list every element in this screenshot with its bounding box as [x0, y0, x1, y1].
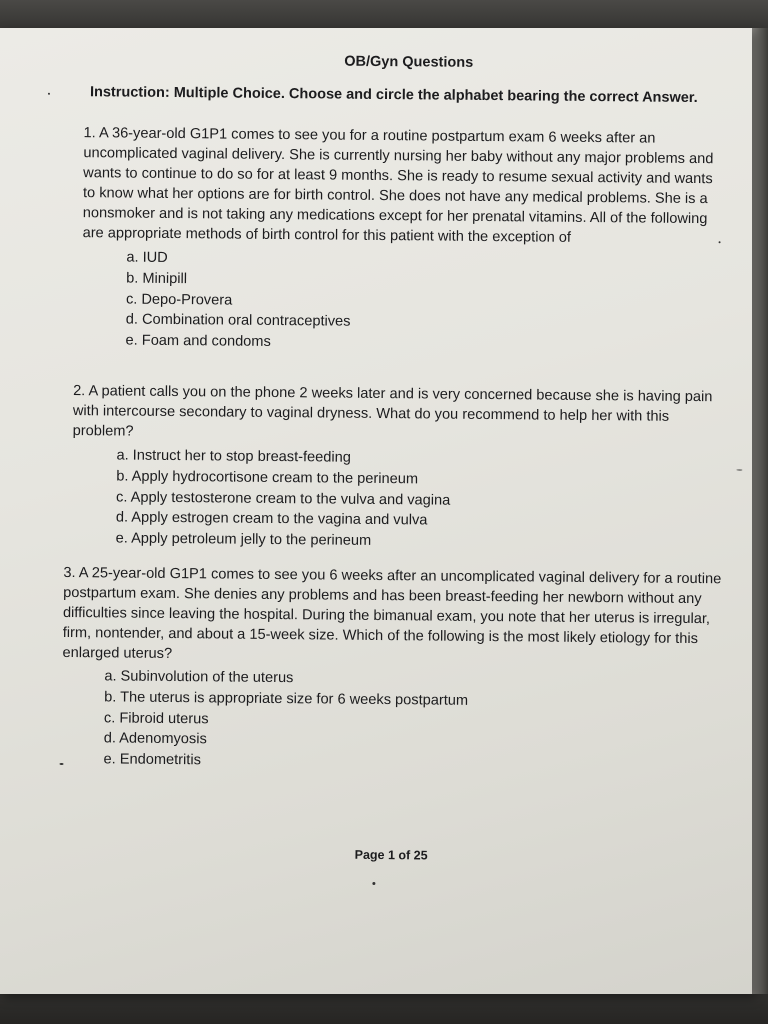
ink-speck — [719, 241, 721, 243]
paper-sheet — [0, 28, 752, 994]
question-1-stem: 1. A 36-year-old G1P1 comes to see you for a routine postpartum exam 6 weeks after an uncomplicated vaginal delivery. She is currently nursing her baby without any major problems and wants to continue to do so for at least 9 months. She is ready to resume sexual activity and wants to know what her options are for birth control. She does not have any medical problems. She is a nonsmoker and is not taking any medications except for her prenatal vitamins. All of the following are appropriate methods of birth control for this patient with the exception of — [82, 125, 714, 246]
question-2-options — [116, 445, 733, 555]
question-2 — [72, 381, 734, 555]
question-3-stem: 3. A 25-year-old G1P1 comes to see you 6 weeks after an uncomplicated vaginal delivery for a routine postpartum exam. She denies any problems and has been breast-feeding her newborn without any difficulties since leaving the hospital. During the bimanual exam, you note that her uterus is irregular, firm, nontender, and about a 15-week size. Which of the following is the most likely etiology for this enlarged uterus? — [62, 564, 722, 663]
option-b: b. Apply hydrocortisone cream to the perineum — [116, 468, 419, 488]
option-c: c. Fibroid uterus — [103, 709, 209, 727]
question-3 — [61, 563, 739, 776]
ink-speck — [372, 882, 375, 885]
page-number: Page 1 of 25 — [354, 847, 428, 863]
option-d: d. Combination oral contraceptives — [125, 311, 351, 331]
option-a: a. Subinvolution of the uterus — [104, 668, 294, 687]
question-3-options — [103, 666, 738, 776]
option-a: a. Instruct her to stop breast-feeding — [116, 447, 352, 466]
instruction-text: Instruction: Multiple Choice. Choose and circle the alphabet bearing the correct Answer. — [89, 84, 698, 107]
option-d: d. Apply estrogen cream to the vagina and vulva — [115, 509, 428, 529]
ink-speck — [48, 93, 50, 95]
option-e: e. Endometritis — [103, 751, 201, 769]
option-a: a. IUD — [126, 249, 168, 266]
option-c: c. Apply testosterone cream to the vulva and vagina — [116, 489, 451, 509]
page-title: OB/Gyn Questions — [344, 53, 474, 71]
question-2-stem: 2. A patient calls you on the phone 2 weeks later and is very concerned because she is having pain with intercourse secondary to vaginal dryness. What do you recommend to help her with this problem? — [72, 383, 713, 440]
question-1 — [81, 123, 719, 357]
option-e: e. Foam and condoms — [125, 332, 271, 351]
option-e: e. Apply petroleum jelly to the perineum — [115, 530, 372, 550]
ink-speck — [736, 469, 742, 470]
option-c: c. Depo-Provera — [125, 291, 233, 309]
option-b: b. Minipill — [126, 270, 188, 287]
document-page — [0, 24, 757, 997]
question-1-options — [125, 248, 718, 358]
ink-speck — [60, 763, 64, 765]
option-d: d. Adenomyosis — [103, 730, 207, 748]
option-b: b. The uterus is appropriate size for 6 weeks postpartum — [104, 689, 469, 709]
